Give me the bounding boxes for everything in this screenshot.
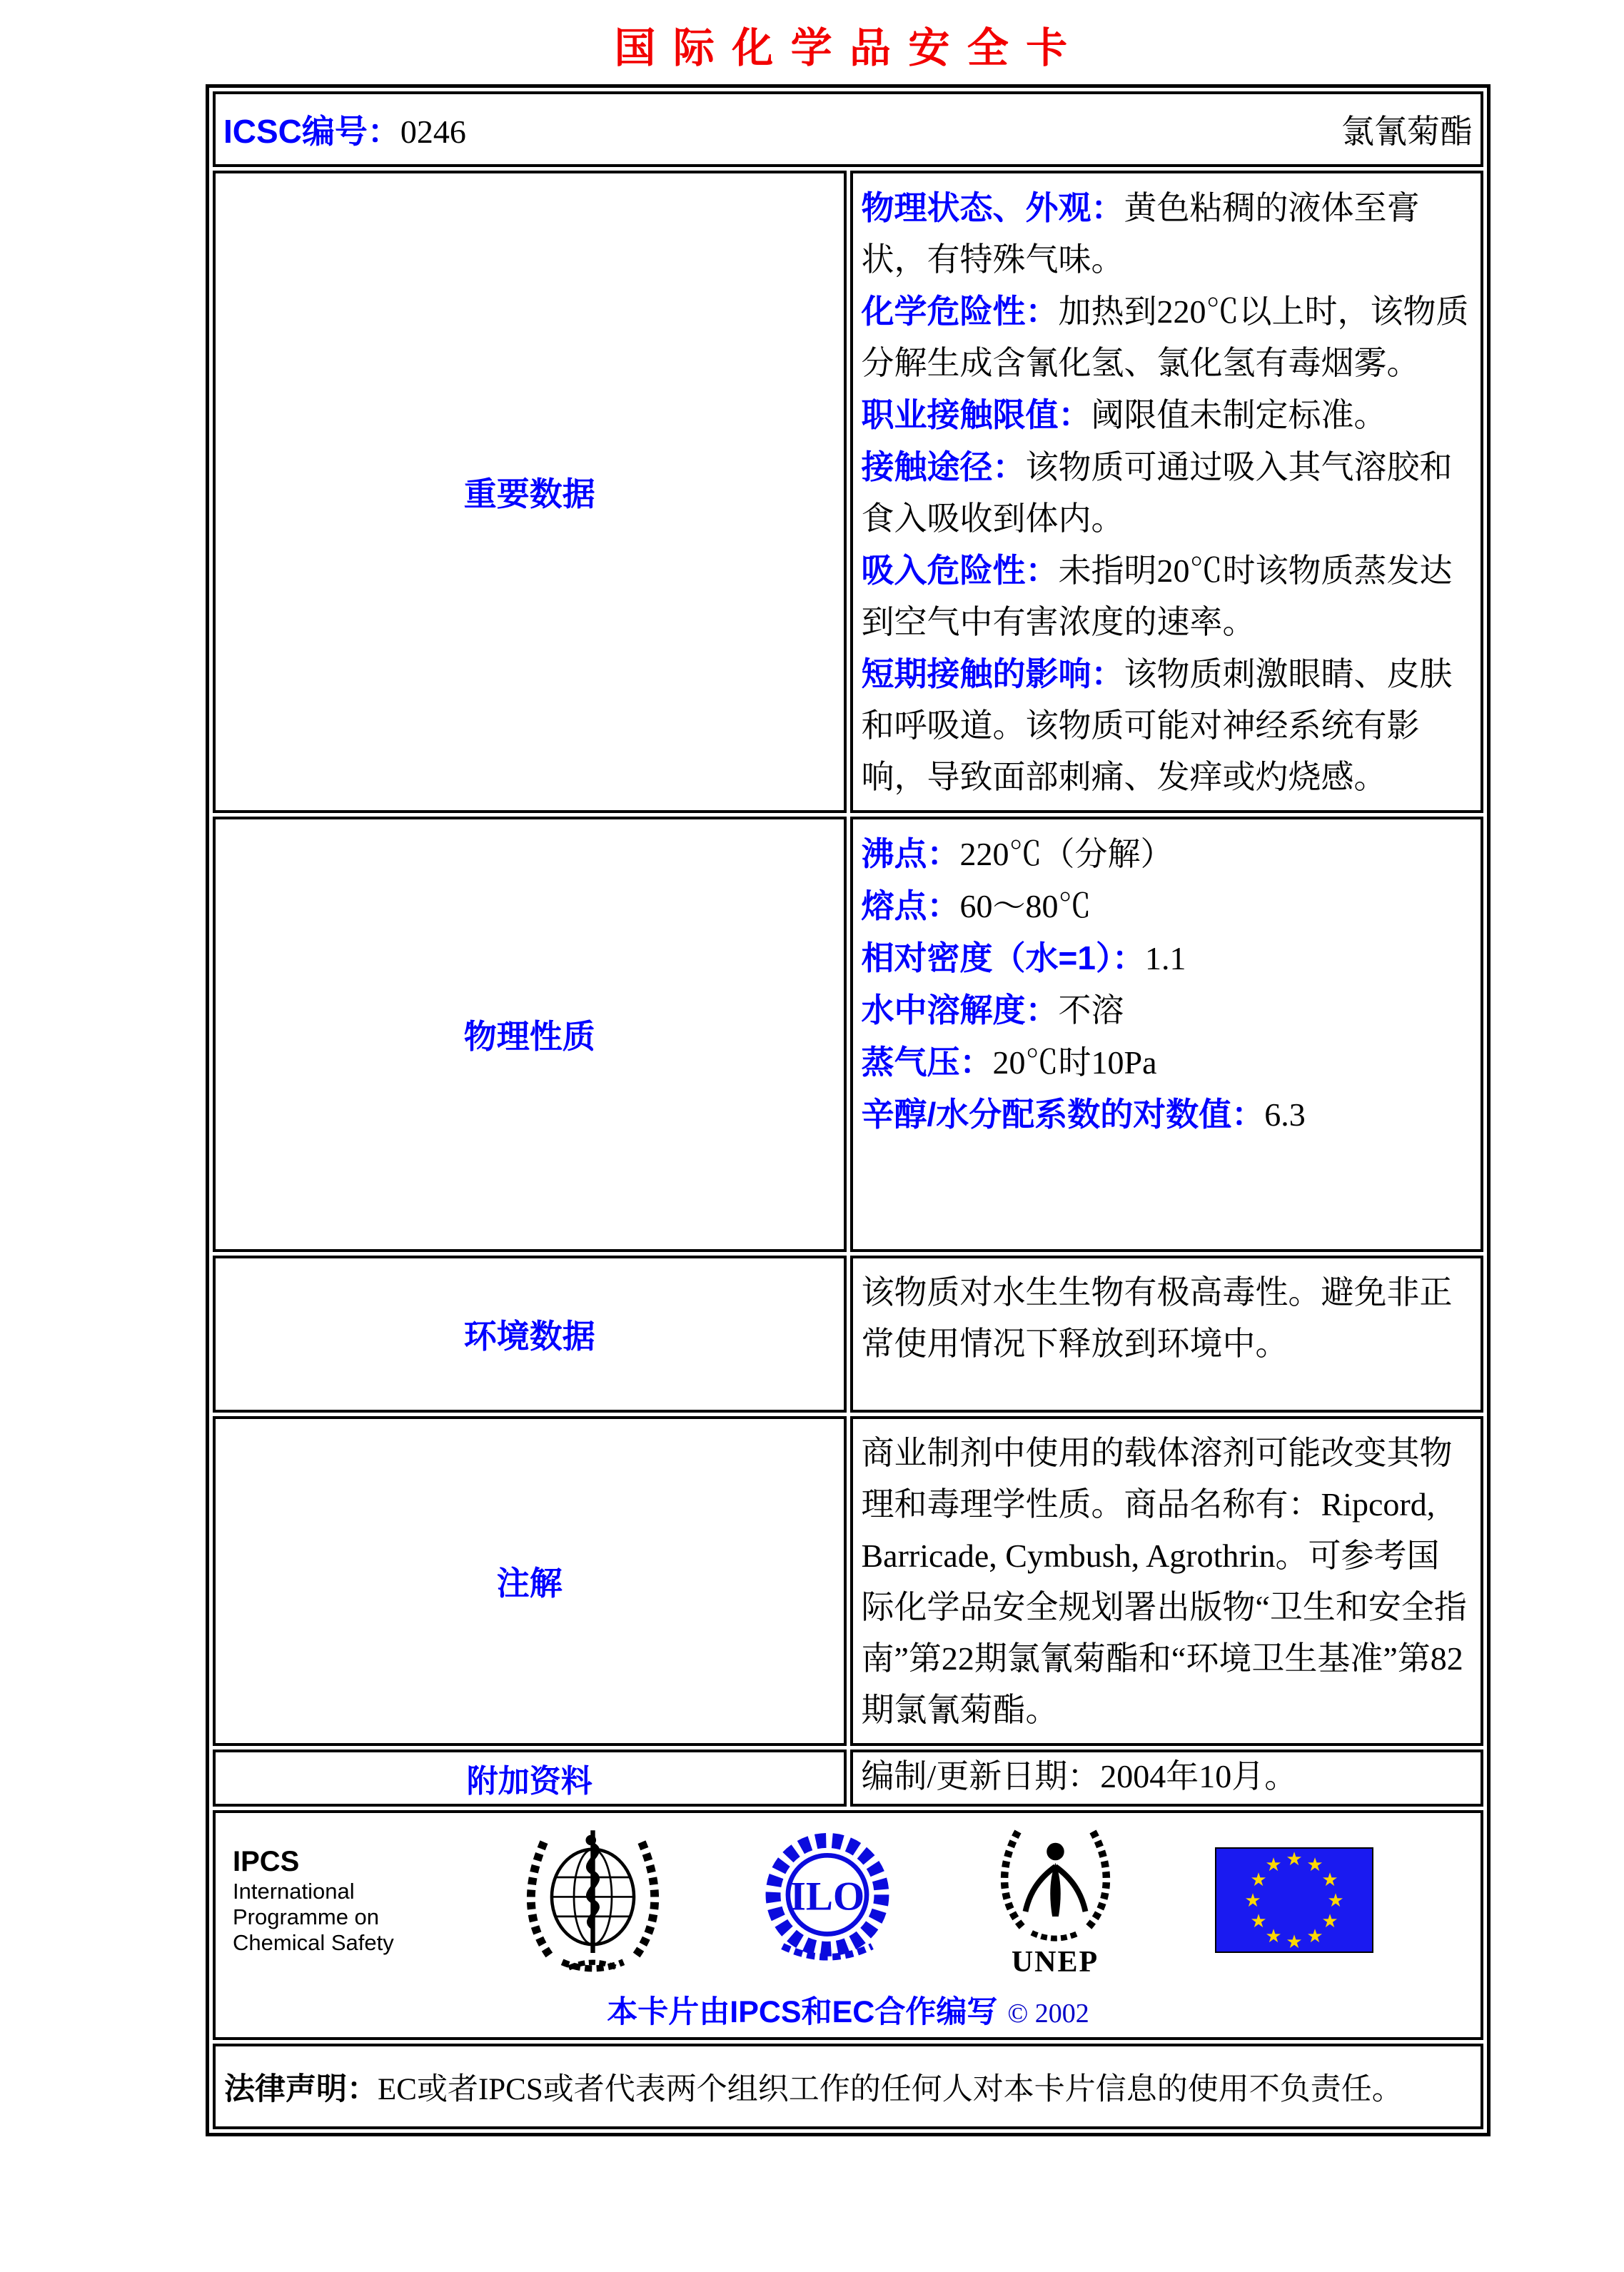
eu-star: ★ bbox=[1321, 1869, 1338, 1891]
legal-cell bbox=[213, 2044, 1483, 2129]
field-label: 辛醇/水分配系数的对数值： bbox=[861, 1096, 1265, 1133]
data-line: 编制/更新日期：2004年10月。 bbox=[861, 1758, 1298, 1794]
ilo-logo-text: ILO bbox=[790, 1873, 865, 1919]
icsc-number-label: ICSC编号： bbox=[223, 113, 400, 150]
field-value: 黄色粘稠的液体至膏状，有特殊气味。 bbox=[861, 190, 1420, 278]
additional-info-content bbox=[850, 1750, 1484, 1807]
unep-logo-block bbox=[993, 1822, 1118, 1978]
field-value: 该物质刺激眼睛、皮肤和呼吸道。该物质可能对神经系统有影响，导致面部刺痛、发痒或灼烧感。 bbox=[861, 656, 1453, 795]
field-label: 水中溶解度： bbox=[861, 991, 1059, 1029]
footer-caption bbox=[223, 1988, 1473, 2031]
ipcs-line: Chemical Safety bbox=[233, 1929, 394, 1955]
field-value: 6.3 bbox=[1264, 1096, 1306, 1133]
field-value: 220℃（分解） bbox=[959, 836, 1174, 872]
eu-star: ★ bbox=[1321, 1910, 1338, 1932]
data-line bbox=[862, 932, 1471, 984]
page-title: 国际化学品安全卡 bbox=[614, 24, 1085, 72]
data-line: 商业制剂中使用的载体溶剂可能改变其物理和毒理学性质。商品名称有：Ripcord, Barricade, Cymbush, Agrothrin。可参考国际化学品安全规划署出版物“卫生和安全指南”第22期氯氰菊酯和“环境卫生基准”第82期氯氰菊酯。 bbox=[861, 1435, 1467, 1728]
physical-properties-row-label: 物理性质 bbox=[213, 817, 847, 1252]
physical-properties-content bbox=[850, 817, 1484, 1252]
legal-text: EC或者IPCS或者代表两个组织工作的任何人对本卡片信息的使用不负责任。 bbox=[378, 2072, 1403, 2106]
who-logo-icon bbox=[523, 1825, 662, 1975]
important-data-row bbox=[213, 171, 1483, 813]
additional-info-row-label: 附加资料 bbox=[213, 1750, 847, 1807]
environmental-data-content bbox=[850, 1256, 1484, 1413]
environmental-data-row bbox=[213, 1256, 1483, 1413]
header-content bbox=[216, 95, 1480, 163]
field-label: 熔点： bbox=[861, 887, 960, 924]
legal-row bbox=[213, 2044, 1483, 2129]
data-line bbox=[862, 389, 1471, 441]
icsc-number bbox=[223, 106, 466, 153]
notes-row-label: 注解 bbox=[213, 1416, 847, 1746]
footer-caption-text: 本卡片由IPCS和EC合作编写 bbox=[607, 1995, 998, 2029]
eu-star: ★ bbox=[1250, 1910, 1267, 1932]
footer-row bbox=[213, 1810, 1483, 2040]
eu-star: ★ bbox=[1286, 1931, 1303, 1953]
field-label: 蒸气压： bbox=[861, 1044, 993, 1081]
data-line bbox=[862, 286, 1471, 389]
data-line: 该物质对水生生物有极高毒性。避免非正常使用情况下释放到环境中。 bbox=[861, 1274, 1453, 1362]
data-line bbox=[862, 880, 1471, 932]
field-label: 沸点： bbox=[861, 835, 960, 872]
safety-card-table bbox=[206, 84, 1491, 2136]
data-line bbox=[862, 648, 1471, 803]
important-data-content bbox=[850, 171, 1484, 813]
footer-copyright: © 2002 bbox=[1007, 1999, 1089, 2029]
environmental-data-row-label: 环境数据 bbox=[213, 1256, 847, 1413]
field-value: 加热到220℃以上时，该物质分解生成含氰化氢、氯化氢有毒烟雾。 bbox=[861, 293, 1469, 381]
field-label: 接触途径： bbox=[861, 448, 1026, 485]
data-line bbox=[862, 1036, 1471, 1089]
unep-logo-text: UNEP bbox=[1011, 1946, 1099, 1979]
data-line bbox=[862, 441, 1471, 545]
field-value: 该物质可通过吸入其气溶胶和食入吸收到体内。 bbox=[861, 449, 1453, 537]
icsc-number-value: 0246 bbox=[400, 113, 466, 150]
field-label: 物理状态、外观： bbox=[861, 189, 1124, 226]
physical-properties-row bbox=[213, 817, 1483, 1252]
notes-row bbox=[213, 1416, 1483, 1746]
important-data-row-label: 重要数据 bbox=[213, 171, 847, 813]
field-value: 不溶 bbox=[1058, 992, 1124, 1029]
ipcs-abbr: IPCS bbox=[233, 1845, 300, 1877]
eu-star: ★ bbox=[1244, 1889, 1261, 1912]
unep-logo-icon bbox=[993, 1822, 1118, 1947]
header-cell bbox=[213, 91, 1483, 167]
data-line bbox=[862, 545, 1471, 648]
data-line bbox=[862, 182, 1471, 286]
field-value: 1.1 bbox=[1144, 940, 1186, 976]
field-label: 短期接触的影响： bbox=[861, 655, 1124, 692]
eu-star: ★ bbox=[1306, 1854, 1323, 1876]
legal-label: 法律声明： bbox=[224, 2071, 378, 2106]
eu-star: ★ bbox=[1265, 1925, 1282, 1947]
field-label: 职业接触限值： bbox=[861, 396, 1091, 433]
field-value: 20℃时10Pa bbox=[992, 1044, 1157, 1081]
eu-star: ★ bbox=[1286, 1848, 1303, 1870]
eu-star: ★ bbox=[1306, 1925, 1323, 1947]
ipcs-line: Programme on bbox=[233, 1904, 380, 1929]
eu-flag-icon bbox=[1215, 1847, 1373, 1953]
eu-star: ★ bbox=[1265, 1854, 1282, 1876]
field-value: 60～80℃ bbox=[959, 888, 1091, 924]
logo-row bbox=[223, 1819, 1473, 1978]
field-label: 化学危险性： bbox=[861, 293, 1059, 330]
field-label: 吸入危险性： bbox=[861, 552, 1059, 589]
ipcs-text-block bbox=[233, 1844, 425, 1956]
header-row bbox=[213, 91, 1483, 167]
footer-cell bbox=[213, 1810, 1483, 2040]
notes-content bbox=[850, 1416, 1484, 1746]
field-value: 阈限值未制定标准。 bbox=[1091, 397, 1387, 433]
ipcs-line: International bbox=[233, 1878, 355, 1904]
data-line bbox=[862, 984, 1471, 1036]
ilo-logo-icon bbox=[760, 1832, 895, 1968]
field-label: 相对密度（水=1）： bbox=[861, 939, 1145, 976]
field-value: 未指明20℃时该物质蒸发达到空气中有害浓度的速率。 bbox=[861, 552, 1453, 640]
data-line bbox=[862, 1089, 1471, 1141]
eu-star: ★ bbox=[1327, 1889, 1344, 1912]
additional-info-row bbox=[213, 1750, 1483, 1807]
eu-star: ★ bbox=[1250, 1869, 1267, 1891]
data-line bbox=[862, 828, 1471, 880]
chemical-name: 氯氰菊酯 bbox=[1341, 113, 1473, 150]
